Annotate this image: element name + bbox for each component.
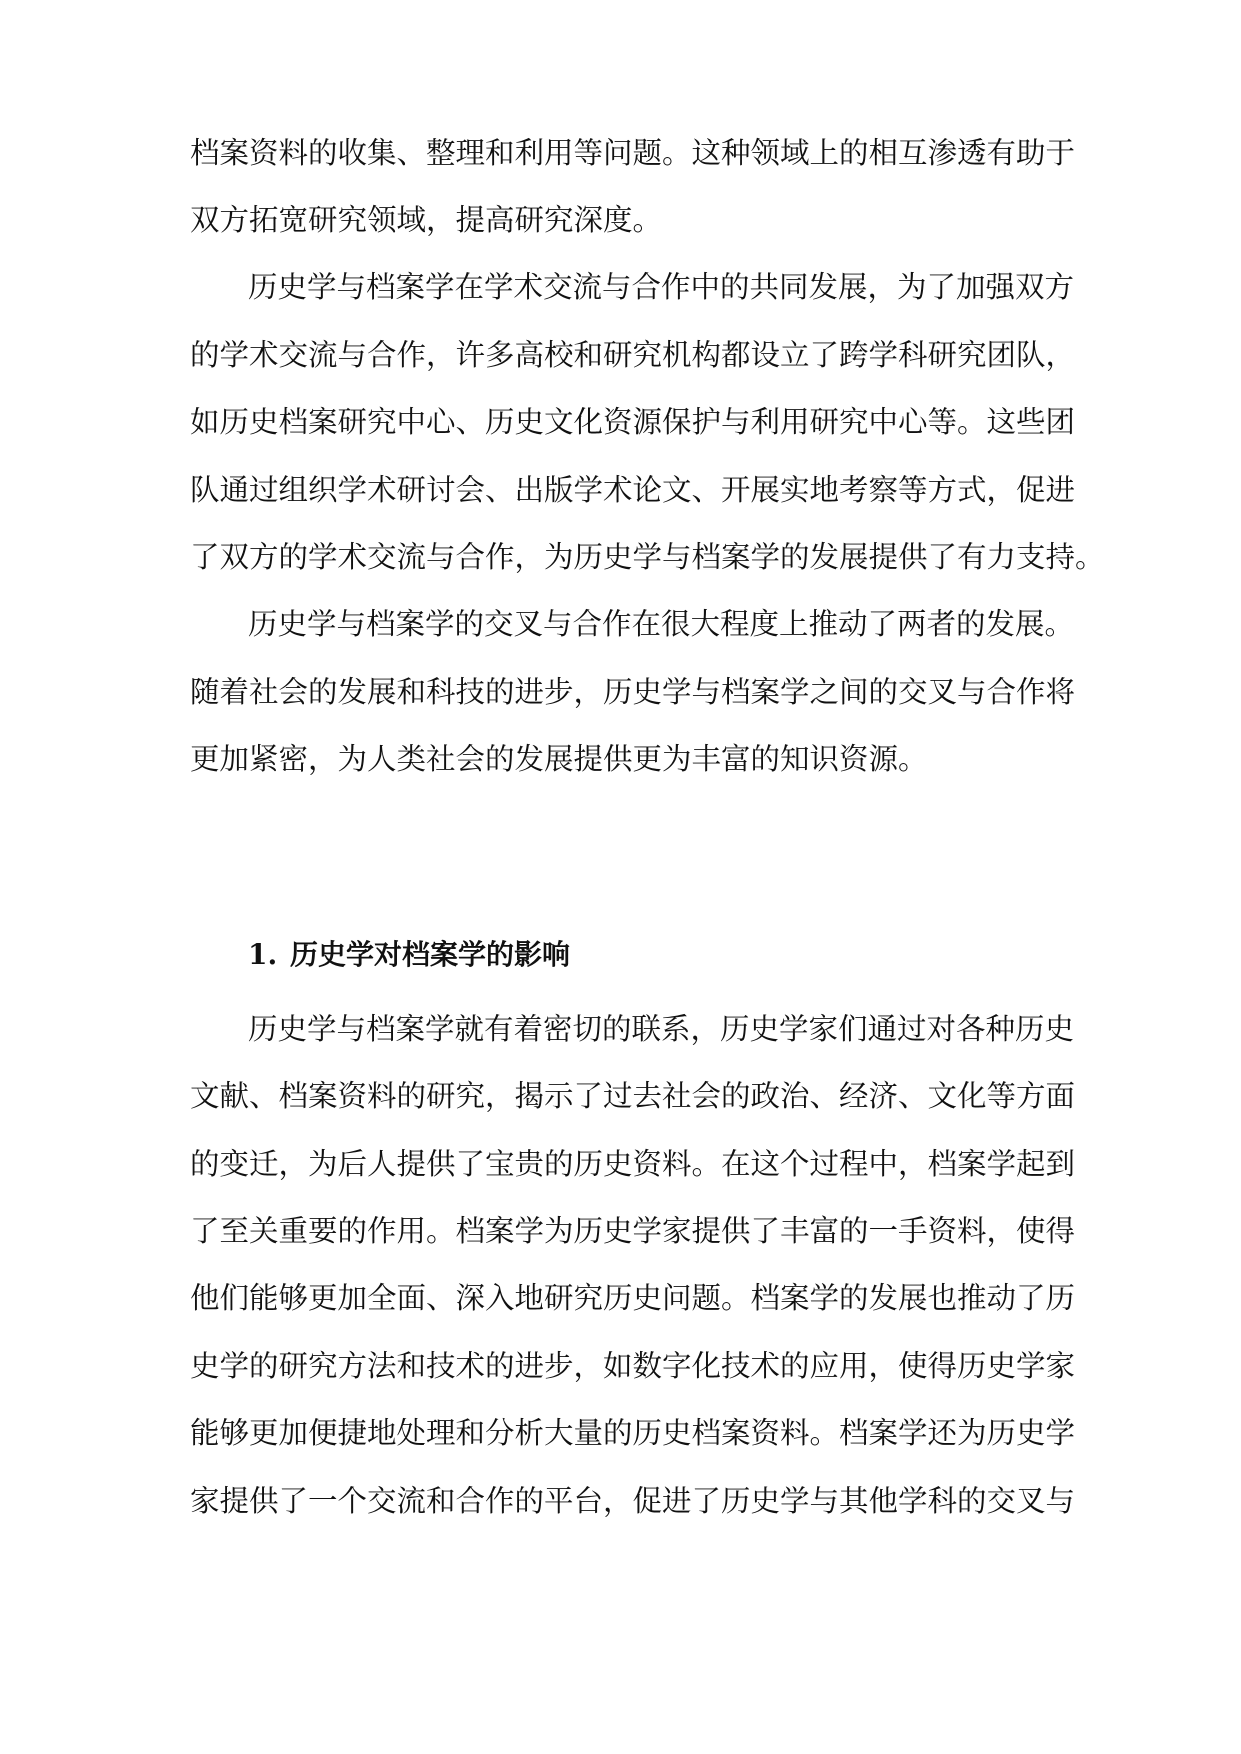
section-heading — [248, 930, 570, 980]
paragraph-2-line-4: 队通过组织学术研讨会、出版学术论文、开展实地考察等方式，促进 — [190, 473, 1076, 507]
paragraph-1-line-1: 档案资料的收集、整理和利用等问题。这种领域上的相互渗透有助于 — [190, 136, 1076, 170]
paragraph-2-line-5: 了双方的学术交流与合作，为历史学与档案学的发展提供了有力支持。 — [190, 540, 1105, 574]
paragraph-4-line-5: 他们能够更加全面、深入地研究历史问题。档案学的发展也推动了历 — [190, 1281, 1076, 1315]
paragraph-4-line-7: 能够更加便捷地处理和分析大量的历史档案资料。档案学还为历史学 — [190, 1416, 1076, 1450]
paragraph-2-line-2: 的学术交流与合作，许多高校和研究机构都设立了跨学科研究团队， — [190, 338, 1076, 372]
paragraph-4-line-4: 了至关重要的作用。档案学为历史学家提供了丰富的一手资料，使得 — [190, 1214, 1076, 1248]
paragraph-1-line-2: 双方拓宽研究领域，提高研究深度。 — [190, 203, 663, 237]
section-heading-number: 1. — [248, 938, 278, 971]
paragraph-2-line-3: 如历史档案研究中心、历史文化资源保护与利用研究中心等。这些团 — [190, 405, 1076, 439]
paragraph-3-line-2: 随着社会的发展和科技的进步，历史学与档案学之间的交叉与合作将 — [190, 675, 1076, 709]
paragraph-2-line-1: 历史学与档案学在学术交流与合作中的共同发展，为了加强双方 — [248, 270, 1075, 304]
section-heading-title: 历史学对档案学的影响 — [290, 938, 571, 971]
paragraph-4-line-3: 的变迁，为后人提供了宝贵的历史资料。在这个过程中，档案学起到 — [190, 1147, 1076, 1181]
paragraph-4-line-6: 史学的研究方法和技术的进步，如数字化技术的应用，使得历史学家 — [190, 1349, 1076, 1383]
paragraph-3-line-1: 历史学与档案学的交叉与合作在很大程度上推动了两者的发展。 — [248, 607, 1075, 641]
paragraph-4-line-1: 历史学与档案学就有着密切的联系，历史学家们通过对各种历史 — [248, 1012, 1075, 1046]
paragraph-3-line-3: 更加紧密，为人类社会的发展提供更为丰富的知识资源。 — [190, 742, 928, 776]
paragraph-4-line-8: 家提供了一个交流和合作的平台，促进了历史学与其他学科的交叉与 — [190, 1484, 1076, 1518]
paragraph-4-line-2: 文献、档案资料的研究，揭示了过去社会的政治、经济、文化等方面 — [190, 1079, 1076, 1113]
